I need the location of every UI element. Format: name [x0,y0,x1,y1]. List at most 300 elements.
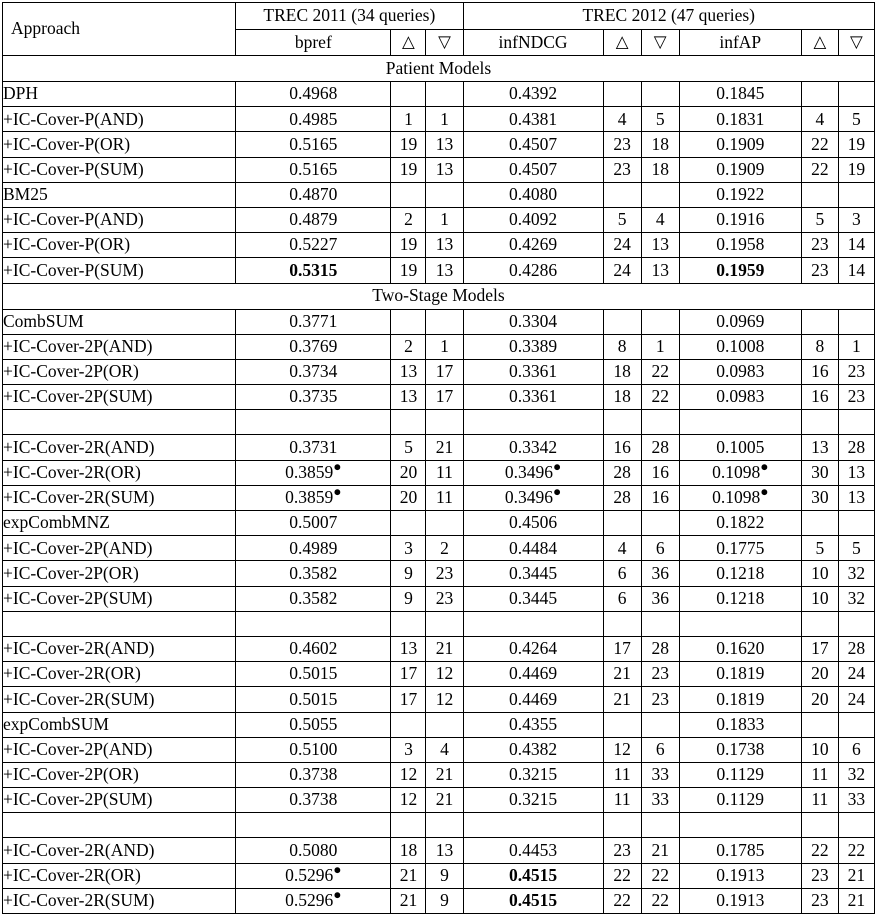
cell-value: 9 [404,562,413,583]
cell-value: 10 [811,739,829,760]
row-value-cell [236,107,391,132]
cell-value: 13 [811,436,829,457]
row-value-cell [838,511,874,536]
cell-value: 0.4269 [509,234,558,255]
row-value-cell [641,258,679,283]
cell-value: 19 [847,133,866,154]
row-value-cell [391,385,426,410]
row-value-cell [801,82,838,107]
row-value-cell [801,359,838,384]
row-value-cell [603,157,641,182]
cell-value: 17 [613,638,631,659]
spacer-cell [426,410,463,435]
row-value-cell [426,561,463,586]
row-value-cell [236,385,391,410]
cell-value: 22 [613,864,631,885]
cell-value: 24 [613,259,631,280]
row-value-cell [463,788,603,813]
row-value-cell [679,863,801,888]
row-value-cell [463,636,603,661]
table-row [3,207,875,232]
cell-value: 23 [811,864,829,885]
cell-value: 13 [651,234,669,255]
cell-value: 5 [404,436,413,457]
row-value-cell [391,511,426,536]
spacer-cell [426,611,463,636]
cell-value: 20 [811,688,829,709]
cell-value: 9 [404,587,413,608]
table-row [3,687,875,712]
row-value-cell [801,107,838,132]
row-approach-label: +IC-Cover-2R(SUM) [3,888,236,913]
cell-value: 3 [852,209,861,230]
cell-value: 21 [399,890,418,911]
row-value-cell [426,435,463,460]
significance-marker: ● [760,484,769,500]
table-row [3,662,875,687]
cell-value: 32 [847,562,866,583]
cell-value: 23 [847,361,866,382]
cell-value: 0.3496 [504,461,553,482]
row-value-cell [838,309,874,334]
row-approach-label: +IC-Cover-2P(SUM) [3,586,236,611]
cell-value: 22 [651,361,669,382]
row-value-cell [236,233,391,258]
table-row [3,737,875,762]
cell-value: 19 [399,234,418,255]
cell-value: 13 [435,133,454,154]
cell-value: 2 [404,209,413,230]
row-value-cell [801,334,838,359]
cell-value: 3 [404,739,413,760]
row-value-cell [391,636,426,661]
spacer-cell [391,611,426,636]
row-value-cell [801,182,838,207]
table-row [3,712,875,737]
cell-value: 12 [399,789,418,810]
table-row [3,435,875,460]
row-value-cell [603,863,641,888]
cell-value: 21 [613,688,631,709]
row-value-cell [679,182,801,207]
row-value-cell [801,636,838,661]
cell-value: 6 [617,562,627,583]
cell-value: 0.4506 [509,512,558,533]
row-value-cell [391,687,426,712]
cell-value: 0.1822 [716,512,765,533]
cell-value: 0.0969 [716,310,765,331]
row-value-cell [236,788,391,813]
cell-value: 0.4602 [289,638,338,659]
cell-value: 5 [852,108,861,129]
spacer-cell [236,410,391,435]
row-value-cell [463,712,603,737]
table-row [3,536,875,561]
cell-value: 0.1098 [712,487,761,508]
cell-value: 23 [651,688,669,709]
row-value-cell [641,359,679,384]
cell-value: 13 [847,487,866,508]
row-value-cell [426,334,463,359]
row-value-cell [641,788,679,813]
row-value-cell [641,334,679,359]
row-value-cell [463,888,603,913]
row-value-cell [679,762,801,787]
row-value-cell [463,334,603,359]
spacer-cell [236,611,391,636]
cell-value: 1 [440,108,449,129]
cell-value: 0.4469 [509,663,558,684]
row-value-cell [391,838,426,863]
row-value-cell [391,207,426,232]
cell-value: 0.1819 [716,688,765,709]
cell-value: 0.1958 [716,234,765,255]
cell-value: 0.1129 [716,764,764,785]
cell-value: 0.4392 [509,83,558,104]
cell-value: 0.3735 [289,386,338,407]
cell-value: 21 [435,789,454,810]
row-value-cell [426,636,463,661]
row-value-cell [641,435,679,460]
cell-value: 0.1845 [716,83,765,104]
cell-value: 22 [613,890,631,911]
cell-value: 16 [811,361,829,382]
row-value-cell [801,460,838,485]
row-value-cell [463,838,603,863]
row-value-cell [236,132,391,157]
cell-value: 17 [435,386,454,407]
row-value-cell [603,132,641,157]
cell-value: 0.3734 [289,361,338,382]
row-value-cell [603,662,641,687]
cell-value: 21 [847,864,866,885]
significance-marker: ● [333,484,342,500]
cell-value: 0.3342 [509,436,558,457]
table-row [3,762,875,787]
cell-value: 0.4507 [509,158,558,179]
row-value-cell [463,207,603,232]
column-header-infap: infAP [679,30,801,56]
table-row [3,334,875,359]
row-value-cell [801,762,838,787]
row-value-cell [838,561,874,586]
row-value-cell [679,359,801,384]
cell-value: 0.1819 [716,663,765,684]
row-value-cell [838,107,874,132]
row-value-cell [426,182,463,207]
significance-marker: ● [333,862,342,878]
cell-value: 28 [613,487,631,508]
row-value-cell [679,258,801,283]
cell-value: 14 [847,259,866,280]
spacer-row [3,611,875,636]
column-header-down-triangle-icon: ▽ [838,30,874,56]
row-value-cell [641,385,679,410]
cell-value: 0.0983 [716,361,765,382]
spacer-cell [463,410,603,435]
cell-value: 0.5296 [285,864,334,885]
cell-value: 23 [651,663,669,684]
row-approach-label: +IC-Cover-2P(AND) [3,536,236,561]
column-header-bpref: bpref [236,30,391,56]
cell-value: 1 [440,336,449,357]
table-row [3,258,875,283]
cell-value: 32 [847,764,866,785]
row-value-cell [801,561,838,586]
row-value-cell [236,460,391,485]
row-value-cell [236,662,391,687]
row-value-cell [641,636,679,661]
cell-value: 10 [811,562,829,583]
row-value-cell [391,82,426,107]
row-value-cell [679,737,801,762]
table-row [3,863,875,888]
row-value-cell [838,233,874,258]
cell-value: 11 [811,789,829,810]
cell-value: 0.3582 [289,562,338,583]
row-value-cell [391,182,426,207]
row-value-cell [236,258,391,283]
row-approach-label: +IC-Cover-2P(SUM) [3,788,236,813]
cell-value: 12 [613,739,631,760]
row-value-cell [463,536,603,561]
cell-value: 12 [435,663,454,684]
cell-value: 13 [399,361,418,382]
cell-value: 0.4989 [289,537,338,558]
row-value-cell [391,863,426,888]
row-value-cell [838,132,874,157]
row-value-cell [801,157,838,182]
row-value-cell [641,309,679,334]
row-value-cell [838,687,874,712]
cell-value: 0.1922 [716,184,765,205]
cell-value: 2 [440,537,449,558]
row-approach-label: +IC-Cover-P(SUM) [3,157,236,182]
cell-value: 1 [852,336,861,357]
row-value-cell [236,485,391,510]
cell-value: 23 [613,133,631,154]
cell-value: 13 [435,234,454,255]
cell-value: 0.1098 [712,461,761,482]
cell-value: 0.3445 [509,562,558,583]
cell-value: 30 [811,487,829,508]
row-value-cell [426,662,463,687]
row-value-cell [426,888,463,913]
row-value-cell [426,233,463,258]
cell-value: 17 [435,361,454,382]
row-value-cell [463,258,603,283]
row-value-cell [236,762,391,787]
row-value-cell [801,687,838,712]
cell-value: 5 [617,209,627,230]
cell-value: 24 [613,234,631,255]
cell-value: 0.4879 [289,209,338,230]
row-value-cell [641,536,679,561]
row-value-cell [838,82,874,107]
row-value-cell [641,82,679,107]
section-band-label: Patient Models [3,56,875,82]
cell-value: 16 [811,386,829,407]
row-value-cell [391,359,426,384]
row-value-cell [426,863,463,888]
row-value-cell [426,536,463,561]
row-value-cell [463,435,603,460]
row-value-cell [603,561,641,586]
cell-value: 19 [399,158,418,179]
row-value-cell [463,863,603,888]
cell-value: 18 [651,133,669,154]
cell-value: 9 [440,864,449,885]
cell-value: 0.3215 [509,789,558,810]
row-value-cell [426,385,463,410]
cell-value: 8 [815,336,825,357]
row-value-cell [391,762,426,787]
row-value-cell [679,485,801,510]
row-value-cell [603,586,641,611]
cell-value: 4 [655,209,665,230]
cell-value: 0.4264 [509,638,558,659]
row-value-cell [641,838,679,863]
row-value-cell [801,258,838,283]
row-value-cell [838,182,874,207]
row-value-cell [801,838,838,863]
row-value-cell [801,863,838,888]
row-value-cell [838,737,874,762]
row-value-cell [679,309,801,334]
cell-value: 33 [847,789,866,810]
cell-value: 23 [435,587,454,608]
cell-value: 4 [617,537,627,558]
row-approach-label: +IC-Cover-P(OR) [3,132,236,157]
cell-value: 0.3738 [289,764,338,785]
row-value-cell [236,838,391,863]
row-value-cell [603,82,641,107]
row-value-cell [391,788,426,813]
row-value-cell [463,561,603,586]
row-value-cell [838,460,874,485]
significance-marker: ● [760,459,769,475]
cell-value: 0.4515 [509,864,558,885]
cell-value: 12 [435,688,454,709]
row-value-cell [426,838,463,863]
cell-value: 6 [655,537,665,558]
cell-value: 21 [613,663,631,684]
spacer-cell [426,813,463,838]
spacer-cell [463,611,603,636]
row-value-cell [463,762,603,787]
cell-value: 30 [811,461,829,482]
row-value-cell [838,258,874,283]
cell-value: 23 [847,386,866,407]
row-value-cell [838,586,874,611]
row-value-cell [679,636,801,661]
table-row [3,233,875,258]
cell-value: 22 [651,890,669,911]
row-approach-label: +IC-Cover-2R(AND) [3,838,236,863]
row-value-cell [236,888,391,913]
cell-value: 36 [651,587,669,608]
row-value-cell [801,788,838,813]
row-value-cell [838,536,874,561]
cell-value: 13 [399,386,418,407]
cell-value: 0.1738 [716,739,765,760]
row-value-cell [679,334,801,359]
row-value-cell [426,586,463,611]
row-value-cell [679,511,801,536]
table-header-groups [3,3,875,30]
row-value-cell [236,82,391,107]
row-approach-label: +IC-Cover-2R(OR) [3,662,236,687]
row-value-cell [603,435,641,460]
row-value-cell [641,207,679,232]
significance-marker: ● [333,459,342,475]
cell-value: 0.4080 [509,184,558,205]
row-approach-label: +IC-Cover-2R(SUM) [3,687,236,712]
row-value-cell [641,182,679,207]
cell-value: 0.1218 [716,562,765,583]
cell-value: 0.3582 [289,587,338,608]
cell-value: 0.1913 [716,864,765,885]
cell-value: 22 [847,839,866,860]
cell-value: 18 [399,839,418,860]
row-value-cell [391,712,426,737]
cell-value: 19 [399,133,418,154]
row-value-cell [838,157,874,182]
cell-value: 0.4870 [289,184,338,205]
spacer-cell [801,410,838,435]
table-row [3,107,875,132]
row-value-cell [679,233,801,258]
spacer-cell [603,813,641,838]
section-band-row [3,56,875,82]
cell-value: 9 [440,890,449,911]
table-row [3,182,875,207]
row-value-cell [391,888,426,913]
cell-value: 6 [852,739,861,760]
cell-value: 20 [399,487,418,508]
cell-value: 0.5015 [289,688,338,709]
row-value-cell [426,788,463,813]
cell-value: 0.3859 [285,487,334,508]
row-value-cell [236,561,391,586]
row-value-cell [463,132,603,157]
cell-value: 36 [651,562,669,583]
row-value-cell [391,309,426,334]
cell-value: 18 [613,386,631,407]
cell-value: 0.4453 [509,839,558,860]
cell-value: 22 [651,386,669,407]
spacer-cell [391,410,426,435]
row-value-cell [801,511,838,536]
row-value-cell [679,561,801,586]
cell-value: 14 [847,234,866,255]
cell-value: 0.5165 [289,133,338,154]
row-value-cell [463,107,603,132]
row-approach-label: +IC-Cover-2P(AND) [3,737,236,762]
row-value-cell [426,207,463,232]
cell-value: 20 [399,461,418,482]
row-approach-label: +IC-Cover-2P(AND) [3,334,236,359]
row-value-cell [603,359,641,384]
row-value-cell [838,863,874,888]
table-row [3,788,875,813]
row-value-cell [641,157,679,182]
cell-value: 0.1620 [716,638,765,659]
row-value-cell [236,511,391,536]
cell-value: 11 [613,764,631,785]
row-value-cell [426,762,463,787]
row-value-cell [463,385,603,410]
